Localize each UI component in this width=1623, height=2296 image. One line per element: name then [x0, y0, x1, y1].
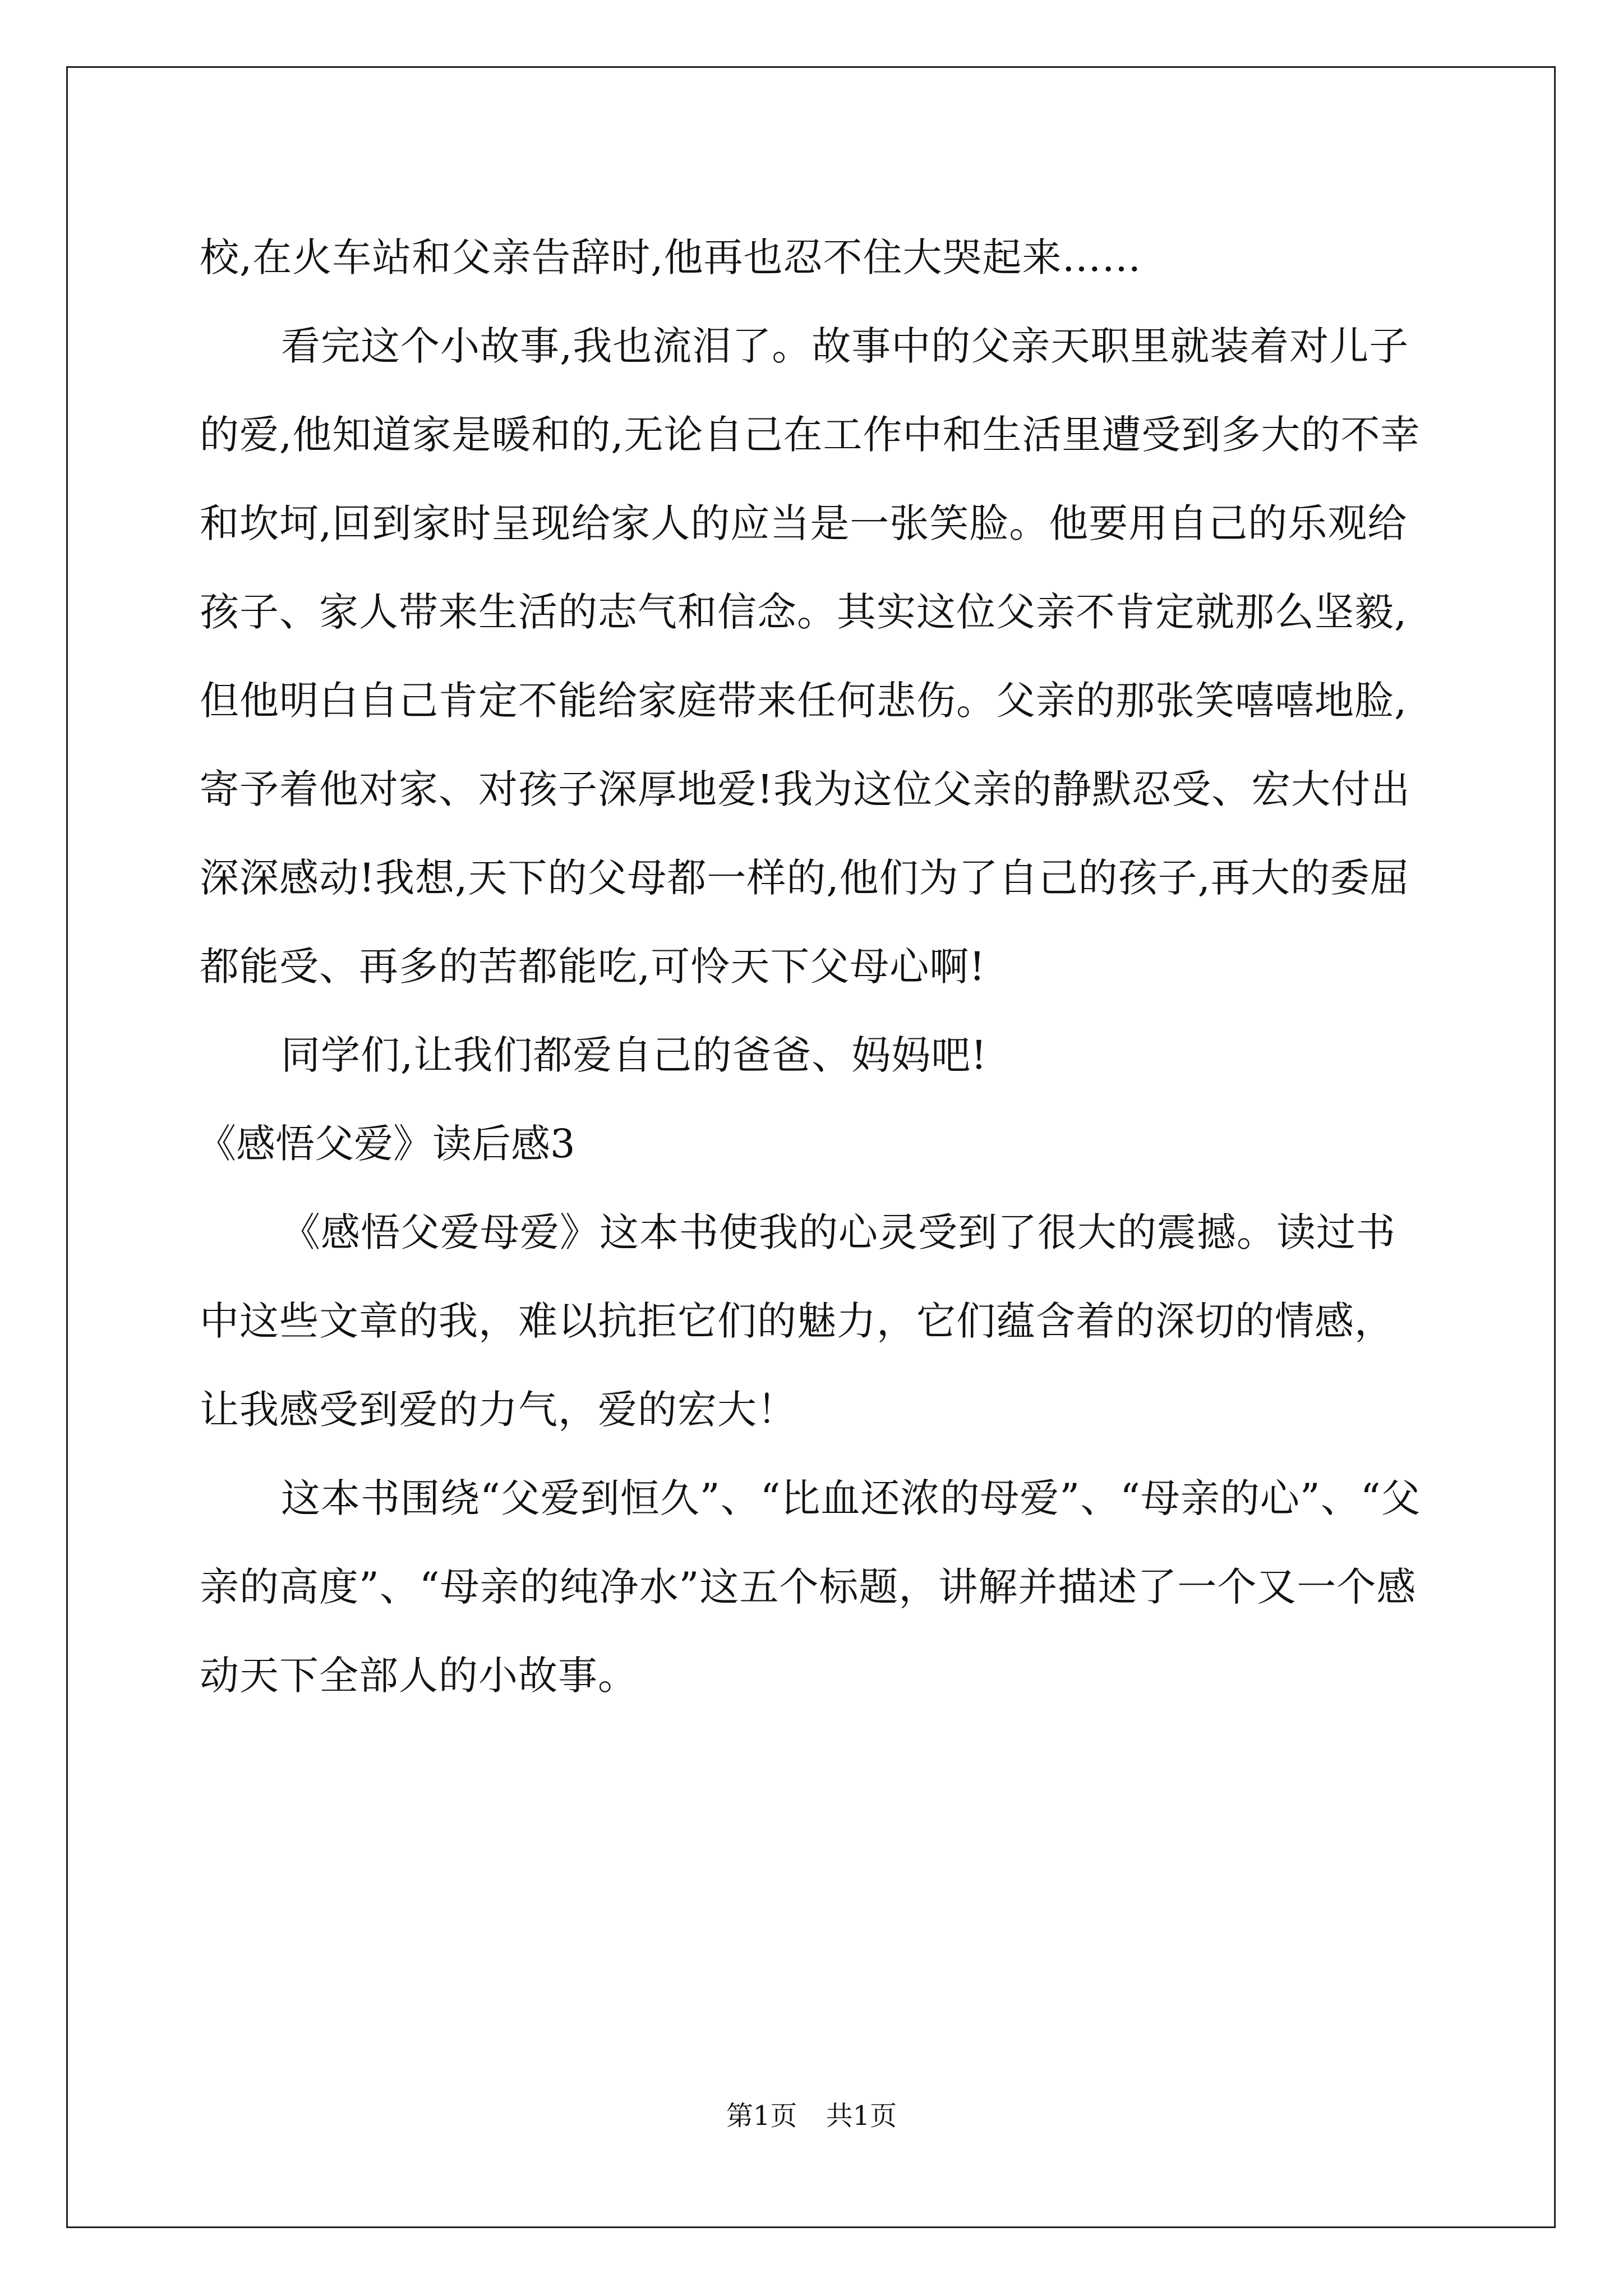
document-body [197, 213, 1433, 1720]
paragraph-3: 同学们,让我们都爱自己的爸爸、妈妈吧! [281, 1032, 988, 1078]
paragraph-1: 校,在火车站和父亲告辞时,他再也忍不住大哭起来…… [200, 234, 1142, 280]
paragraph-4: 《感悟父爱母爱》这本书使我的心灵受到了很大的震撼。读过书中这些文章的我，难以抗拒它们的魅力，它们蕴含着的深切的情感，让我感受到爱的力气，爱的宏大！ [200, 1209, 1396, 1433]
page-total: 共1页 [826, 2100, 897, 2132]
page-number: 第1页 [726, 2100, 797, 2132]
page-footer [0, 2099, 1623, 2133]
section-heading: 《感悟父爱》读后感3 [197, 1121, 575, 1167]
paragraph-5: 这本书围绕“父爱到恒久”、“比血还浓的母爱”、“母亲的心”、“父亲的高度”、“母亲的纯净水”这五个标题，讲解并描述了一个又一个感动天下全部人的小故事。 [200, 1475, 1421, 1699]
paragraph-2: 看完这个小故事,我也流泪了。故事中的父亲天职里就装着对儿子的爱,他知道家是暖和的,无论自己在工作中和生活里遭受到多大的不幸和坎坷,回到家时呈现给家人的应当是一张笑脸。他要用自己的乐观给孩子、家人带来生活的志气和信念。其实这位父亲不肯定就那么坚毅,但他明白自己肯定不能给家庭带来任何悲伤。父亲的那张笑嘻嘻地脸,寄予着他对家、对孩子深厚地爱!我为这位父亲的静默忍受、宏大付出深深感动!我想,天下的父母都一样的,他们为了自己的孩子,再大的委屈都能受、再多的苦都能吃,可怜天下父母心啊! [200, 323, 1421, 990]
